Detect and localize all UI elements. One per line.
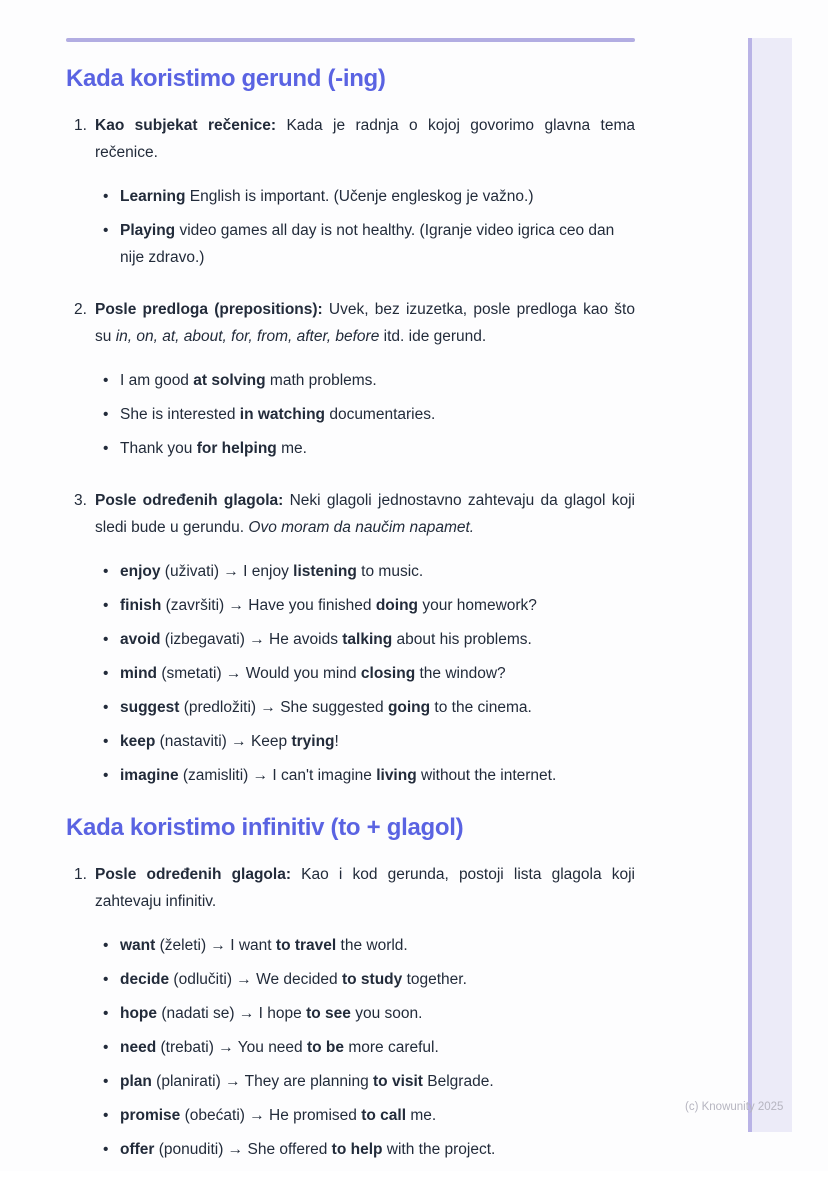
bold-text: to help: [331, 1141, 383, 1158]
plain-text: without the internet.: [416, 767, 557, 784]
plain-text: I am good: [120, 372, 194, 389]
plain-text: (odlučiti) → We decided: [169, 971, 342, 988]
list-item: [120, 217, 635, 271]
bold-text: to call: [361, 1107, 407, 1124]
item-number: 2.: [74, 301, 87, 318]
bullet-list: [66, 932, 635, 1163]
bold-text: for helping: [196, 440, 277, 457]
copyright-watermark: (c) Knowunity 2025: [685, 1101, 784, 1113]
list-item: [120, 966, 635, 993]
numbered-list-infinitive: [66, 861, 635, 1163]
list-item: [120, 435, 635, 462]
list-item: [120, 558, 635, 585]
bold-text: going: [387, 699, 431, 716]
item-text: [95, 861, 635, 915]
plain-text: you soon.: [350, 1005, 423, 1022]
bold-text: Learning: [120, 188, 186, 205]
list-item: [120, 1000, 635, 1027]
bold-text: at solving: [193, 372, 266, 389]
plain-text: Belgrade.: [422, 1073, 494, 1090]
numbered-item: [66, 112, 635, 166]
bold-text: to visit: [373, 1073, 423, 1090]
section-gerund: [66, 65, 635, 789]
plain-text: (obećati) → He promised: [180, 1107, 362, 1124]
plain-text: (želeti) → I want: [155, 937, 276, 954]
list-item: [120, 932, 635, 959]
plain-text: Uvek, bez izuzetka, posle predloga kao što su: [95, 301, 635, 345]
section-title-gerund: Kada koristimo gerund (-ing): [66, 65, 386, 92]
bold-text: need: [120, 1039, 157, 1056]
list-item: [120, 367, 635, 394]
bold-text: Playing: [120, 222, 176, 239]
bold-text: avoid: [120, 631, 161, 648]
bold-text: to see: [306, 1005, 351, 1022]
plain-text: itd. ide gerund.: [379, 328, 487, 345]
plain-text: about his problems.: [392, 631, 532, 648]
list-item: [120, 1068, 635, 1095]
plain-text: with the project.: [382, 1141, 496, 1158]
numbered-item: [66, 296, 635, 350]
section-title-infinitive: Kada koristimo infinitiv (to + glagol): [66, 814, 464, 841]
plain-text: me.: [276, 440, 307, 457]
bold-text: living: [376, 767, 417, 784]
plain-text: Kada je radnja o kojoj govorimo glavna tema rečenice.: [95, 117, 635, 161]
item-number: 3.: [74, 492, 87, 509]
bold-text: offer: [120, 1141, 155, 1158]
plain-text: Kao i kod gerunda, postoji lista glagola koji zahtevaju infinitiv.: [95, 866, 635, 910]
plain-text: (trebati) → You need: [156, 1039, 307, 1056]
plain-text: English is important. (Učenje engleskog je važno.): [185, 188, 534, 205]
top-divider-rule: [66, 38, 635, 42]
list-item: [120, 592, 635, 619]
plain-text: (zamisliti) → I can't imagine: [178, 767, 377, 784]
section-infinitive: [66, 814, 635, 1163]
list-item: [120, 660, 635, 687]
bullet-list: [66, 367, 635, 462]
plain-text: documentaries.: [325, 406, 436, 423]
italic-text: Ovo moram da naučim napamet.: [248, 519, 475, 536]
plain-text: (predložiti) → She suggested: [179, 699, 388, 716]
item-text: [95, 296, 635, 350]
item-number: 1.: [74, 866, 87, 883]
bold-text: talking: [342, 631, 393, 648]
plain-text: (završiti) → Have you finished: [161, 597, 376, 614]
plain-text: (nadati se) → I hope: [157, 1005, 307, 1022]
list-item: [120, 401, 635, 428]
bold-text: to travel: [275, 937, 337, 954]
plain-text: together.: [402, 971, 467, 988]
plain-text: your homework?: [418, 597, 537, 614]
list-item: [120, 1136, 635, 1163]
plain-text: Neki glagoli jednostavno zahtevaju da glagol koji sledi bude u gerundu.: [95, 492, 635, 536]
bold-text: plan: [120, 1073, 152, 1090]
plain-text: the world.: [336, 937, 408, 954]
bold-text: mind: [120, 665, 158, 682]
plain-text: (smetati) → Would you mind: [157, 665, 361, 682]
bold-text: finish: [120, 597, 162, 614]
list-item: [120, 694, 635, 721]
numbered-list-gerund: [66, 112, 635, 789]
plain-text: me.: [406, 1107, 437, 1124]
bold-text: decide: [120, 971, 170, 988]
italic-text: in, on, at, about, for, from, after, before: [115, 328, 380, 345]
plain-text: (ponuditi) → She offered: [154, 1141, 332, 1158]
plain-text: math problems.: [265, 372, 377, 389]
plain-text: She is interested: [120, 406, 240, 423]
plain-text: Thank you: [120, 440, 197, 457]
item-text: [95, 487, 635, 541]
bold-text: trying: [291, 733, 335, 750]
page-edge-strip: [748, 38, 792, 1132]
item-text: [95, 112, 635, 166]
bold-text: to be: [306, 1039, 345, 1056]
bullet-list: [66, 183, 635, 271]
bullet-list: [66, 558, 635, 789]
bold-text: Posle predloga (prepositions):: [95, 301, 323, 318]
item-number: 1.: [74, 117, 87, 134]
plain-text: the window?: [415, 665, 506, 682]
numbered-item: [66, 487, 635, 541]
plain-text: (uživati) → I enjoy: [160, 563, 294, 580]
list-item: [120, 1102, 635, 1129]
list-item: [120, 1034, 635, 1061]
plain-text: (planirati) → They are planning: [151, 1073, 374, 1090]
bold-text: Posle određenih glagola:: [95, 866, 291, 883]
document-content: [66, 38, 635, 1188]
bold-text: want: [120, 937, 156, 954]
list-item: [120, 762, 635, 789]
bold-text: suggest: [120, 699, 180, 716]
numbered-item: [66, 861, 635, 915]
plain-text: (nastaviti) → Keep: [155, 733, 292, 750]
bold-text: closing: [360, 665, 416, 682]
plain-text: to music.: [356, 563, 424, 580]
bold-text: hope: [120, 1005, 158, 1022]
plain-text: !: [334, 733, 339, 750]
bold-text: imagine: [120, 767, 179, 784]
list-item: [120, 183, 635, 210]
bold-text: Posle određenih glagola:: [95, 492, 284, 509]
bold-text: to study: [341, 971, 403, 988]
bold-text: Kao subjekat rečenice:: [95, 117, 277, 134]
plain-text: (izbegavati) → He avoids: [160, 631, 343, 648]
bold-text: enjoy: [120, 563, 161, 580]
list-item: [120, 728, 635, 755]
bold-text: doing: [375, 597, 419, 614]
bold-text: keep: [120, 733, 156, 750]
bold-text: in watching: [239, 406, 326, 423]
bold-text: listening: [293, 563, 357, 580]
plain-text: more careful.: [344, 1039, 439, 1056]
bold-text: promise: [120, 1107, 181, 1124]
plain-text: to the cinema.: [430, 699, 532, 716]
list-item: [120, 626, 635, 653]
plain-text: video games all day is not healthy. (Igranje video igrica ceo dan nije zdravo.): [120, 222, 615, 266]
